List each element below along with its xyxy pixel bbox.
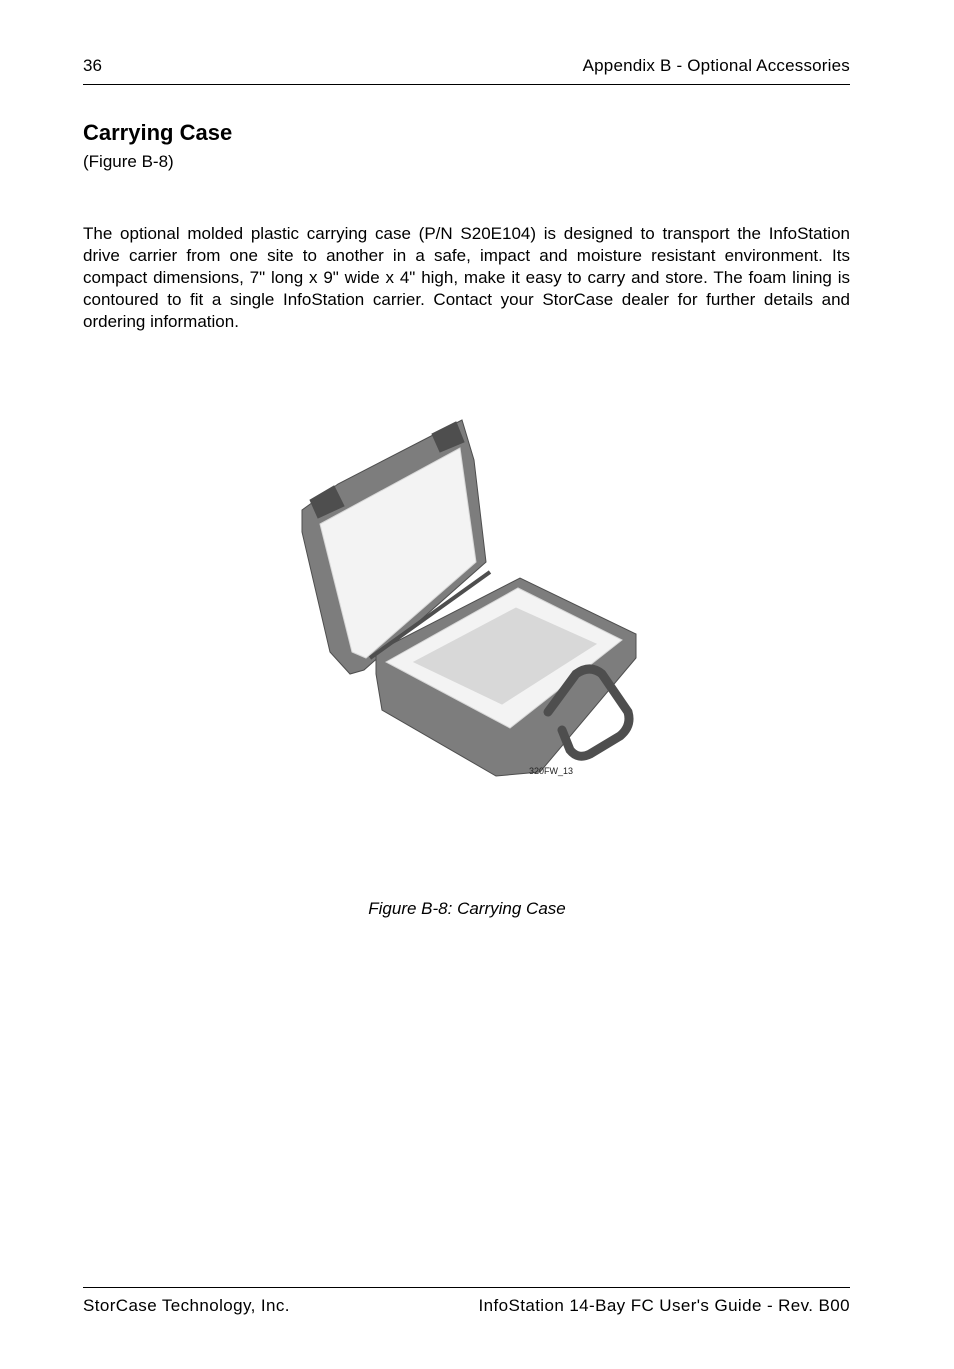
carrying-case-figure (290, 412, 650, 782)
body-paragraph: The optional molded plastic carrying case (P/N S20E104) is designed to transport the InfoStation drive carrier from one site to another in a safe, impact and moisture resistant environment. Its compact dimensions, 7" long x 9" wide x 4" high, make it easy to carry and store. The foam lining is contoured to fit a single InfoStation carrier. Contact your StorCase dealer for further details and ordering information. (83, 224, 850, 331)
section-title: Carrying Case (83, 120, 233, 145)
page-header (83, 54, 850, 85)
figure-reference: (Figure B-8) (83, 152, 174, 171)
chapter-title: Appendix B - Optional Accessories (582, 56, 850, 75)
footer-company: StorCase Technology, Inc. (83, 1296, 290, 1315)
figure-code: 320FW_13 (529, 766, 574, 776)
footer-guide-title: InfoStation 14-Bay FC User's Guide - Rev. B00 (478, 1296, 850, 1315)
figure-caption: Figure B-8: Carrying Case (368, 899, 566, 918)
carrying-case-illustration (290, 412, 650, 782)
page-footer (83, 1287, 850, 1315)
page-number: 36 (83, 56, 102, 75)
